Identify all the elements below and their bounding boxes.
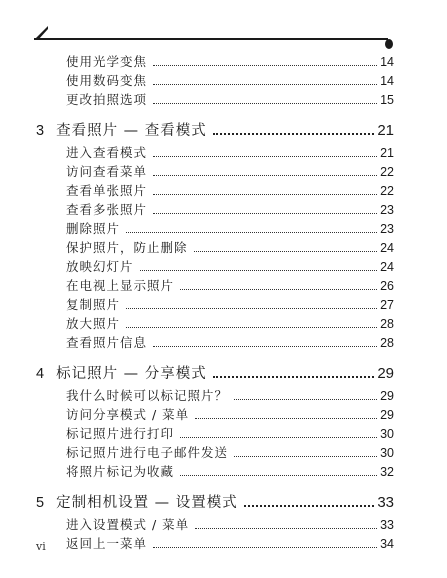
- toc-entry[interactable]: [36, 238, 394, 257]
- header-bullet-icon: [385, 39, 393, 49]
- toc-chapter-entry[interactable]: [36, 491, 394, 515]
- footer-page-number: vi: [36, 540, 46, 553]
- toc-page-number: 22: [380, 165, 394, 179]
- toc-page-number: 28: [380, 317, 394, 331]
- toc-entry[interactable]: [36, 462, 394, 481]
- toc-entry[interactable]: [36, 219, 394, 238]
- toc-dot-leader: [180, 475, 377, 476]
- toc-entry-title: 返回上一菜单: [66, 536, 148, 551]
- toc-entry[interactable]: [36, 181, 394, 200]
- toc-entry[interactable]: [36, 386, 394, 405]
- toc-dot-leader: [180, 437, 377, 438]
- toc-entry-title: 标记照片进行打印: [66, 426, 175, 441]
- toc-page-number: 29: [380, 408, 394, 422]
- toc-entry-title: 查看照片 — 查看模式: [56, 123, 207, 139]
- toc-entry[interactable]: [36, 443, 394, 462]
- toc-entry[interactable]: [36, 71, 394, 90]
- toc-entry-title: 进入设置模式 / 菜单: [66, 517, 190, 532]
- toc-chapter-number: 5: [36, 495, 45, 511]
- toc-chapter-entry[interactable]: [36, 362, 394, 386]
- toc-dot-leader: [126, 308, 377, 309]
- toc-entry[interactable]: [36, 257, 394, 276]
- toc-entry-title: 查看照片信息: [66, 335, 148, 350]
- toc-chapter-entry[interactable]: [36, 119, 394, 143]
- toc-page-number: 14: [380, 74, 394, 88]
- toc-entry[interactable]: [36, 143, 394, 162]
- toc-entry-title: 保护照片，防止删除: [66, 240, 188, 255]
- toc-page-number: 14: [380, 55, 394, 69]
- toc-page-number: 32: [380, 465, 394, 479]
- toc-dot-leader: [194, 251, 378, 252]
- toc-dot-leader: [153, 65, 377, 66]
- toc-dot-leader: [195, 528, 377, 529]
- toc-page-number: 33: [380, 518, 394, 532]
- toc-entry-title: 定制相机设置 — 设置模式: [56, 495, 238, 511]
- toc-entry-title: 访问分享模式 / 菜单: [66, 407, 190, 422]
- toc-page-number: 23: [380, 222, 394, 236]
- toc-dot-leader: [234, 456, 377, 457]
- toc-entry[interactable]: [36, 333, 394, 352]
- toc-dot-leader: [153, 103, 377, 104]
- toc-entry-title: 查看单张照片: [66, 183, 148, 198]
- toc-entry[interactable]: [36, 52, 394, 71]
- toc-entry-title: 标记照片 — 分享模式: [56, 366, 207, 382]
- toc-page-number: 28: [380, 336, 394, 350]
- toc-dot-leader: [126, 232, 377, 233]
- toc-dot-leader: [195, 418, 377, 419]
- toc-page-number: 26: [380, 279, 394, 293]
- toc-page-number: 24: [380, 260, 394, 274]
- toc-page-number: 33: [377, 494, 394, 511]
- toc-page-number: 22: [380, 184, 394, 198]
- toc-entry-title: 使用数码变焦: [66, 73, 148, 88]
- toc-entry[interactable]: [36, 515, 394, 534]
- header-rule: [34, 38, 388, 40]
- toc-entry-title: 标记照片进行电子邮件发送: [66, 445, 229, 460]
- toc-entry[interactable]: [36, 276, 394, 295]
- toc-dot-leader: [213, 376, 375, 378]
- toc-page-number: 21: [380, 146, 394, 160]
- toc-entry-title: 我什么时候可以标记照片？: [66, 388, 229, 403]
- toc-page-number: 29: [380, 389, 394, 403]
- toc-dot-leader: [153, 194, 377, 195]
- toc-dot-leader: [126, 327, 377, 328]
- toc-entry-title: 放映幻灯片: [66, 259, 134, 274]
- toc-chapter-number: 4: [36, 366, 45, 382]
- toc-dot-leader: [153, 213, 377, 214]
- toc-dot-leader: [140, 270, 378, 271]
- toc-page-number: 29: [377, 365, 394, 382]
- toc-entry-title: 删除照片: [66, 221, 121, 236]
- toc-page-number: 30: [380, 446, 394, 460]
- toc-entry-title: 访问查看菜单: [66, 164, 148, 179]
- toc-entry-title: 将照片标记为收藏: [66, 464, 175, 479]
- toc-page-number: 30: [380, 427, 394, 441]
- toc-dot-leader: [213, 133, 375, 135]
- toc-entry-title: 放大照片: [66, 316, 121, 331]
- toc-page-number: 15: [380, 93, 394, 107]
- toc-entry-title: 更改拍照选项: [66, 92, 148, 107]
- toc-chapter-number: 3: [36, 123, 45, 139]
- toc-entry-title: 在电视上显示照片: [66, 278, 175, 293]
- toc-entry[interactable]: [36, 534, 394, 553]
- toc-page-number: 27: [380, 298, 394, 312]
- toc-dot-leader: [153, 175, 377, 176]
- toc-dot-leader: [180, 289, 377, 290]
- toc-entry-title: 进入查看模式: [66, 145, 148, 160]
- toc-dot-leader: [153, 84, 377, 85]
- toc-entry-title: 复制照片: [66, 297, 121, 312]
- table-of-contents: [36, 52, 394, 553]
- toc-entry[interactable]: [36, 90, 394, 109]
- toc-entry-title: 查看多张照片: [66, 202, 148, 217]
- toc-entry-title: 使用光学变焦: [66, 54, 148, 69]
- toc-entry[interactable]: [36, 162, 394, 181]
- toc-dot-leader: [153, 547, 377, 548]
- toc-dot-leader: [234, 399, 377, 400]
- toc-entry[interactable]: [36, 200, 394, 219]
- toc-dot-leader: [153, 156, 377, 157]
- toc-dot-leader: [244, 505, 375, 507]
- toc-dot-leader: [153, 346, 377, 347]
- toc-entry[interactable]: [36, 405, 394, 424]
- toc-page-number: 23: [380, 203, 394, 217]
- toc-page-number: 34: [380, 537, 394, 551]
- corner-tick-icon: [34, 26, 48, 40]
- toc-entry[interactable]: [36, 314, 394, 333]
- toc-page-number: 21: [377, 122, 394, 139]
- toc-entry[interactable]: [36, 424, 394, 443]
- toc-entry[interactable]: [36, 295, 394, 314]
- toc-page-number: 24: [380, 241, 394, 255]
